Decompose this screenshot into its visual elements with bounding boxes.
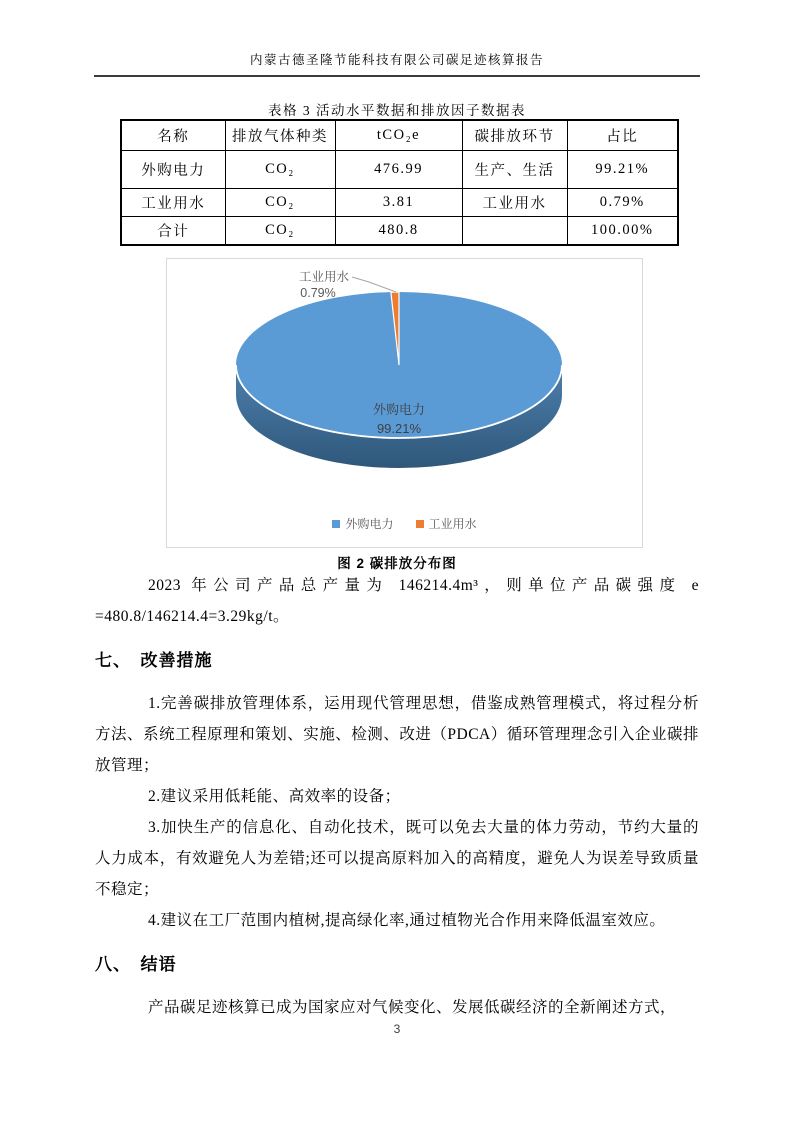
cell-gas: CO₂ xyxy=(225,150,335,188)
col-header-tco2e: tCO₂e xyxy=(335,120,462,150)
body-text xyxy=(95,570,699,1023)
cell-gas: CO₂ xyxy=(225,216,335,245)
cell-stage: 生产、生活 xyxy=(462,150,567,188)
pie-chart-frame xyxy=(166,258,643,548)
improvement-item-3: 3.加快生产的信息化、自动化技术，既可以免去大量的体力劳动，节约大量的人力成本，有效避免人为差错;还可以提高原料加入的高精度，避免人为误差导致质量不稳定； xyxy=(95,819,699,898)
cell-stage xyxy=(462,216,567,245)
inside-label-value: 99.21% xyxy=(376,421,422,436)
cell-name: 外购电力 xyxy=(121,150,225,188)
improvement-item-4: 4.建议在工厂范围内植树,提高绿化率,通过植物光合作用来降低温室效应。 xyxy=(148,912,666,929)
cell-tco2e: 480.8 xyxy=(335,216,462,245)
cell-name: 工业用水 xyxy=(121,188,225,216)
cell-tco2e: 3.81 xyxy=(335,188,462,216)
table-title: 表格 3 活动水平数据和排放因子数据表 xyxy=(268,103,526,118)
cell-name: 合计 xyxy=(121,216,225,245)
cell-share: 0.79% xyxy=(567,188,678,216)
figure-caption: 图 2 碳排放分布图 xyxy=(337,556,457,571)
improvement-item-2: 2.建议采用低耗能、高效率的设备； xyxy=(148,788,401,805)
col-header-share: 占比 xyxy=(567,120,678,150)
cell-stage: 工业用水 xyxy=(462,188,567,216)
legend-label-electricity: 外购电力 xyxy=(345,517,394,531)
legend-swatch-electricity-icon xyxy=(332,520,340,528)
legend-item-water xyxy=(416,515,477,532)
legend-label-water: 工业用水 xyxy=(428,517,477,531)
paragraph-production-total: 2023 年公司产品总产量为 146214.4m³，则单位产品碳强度 e =480.8/146214.4=3.29kg/t。 xyxy=(95,577,699,625)
improvement-item-1: 1.完善碳排放管理体系，运用现代管理思想，借鉴成熟管理模式，将过程分析方法、系统工程原理和策划、实施、检测、改进（PDCA）循环管理理念引入企业碳排放管理； xyxy=(95,695,699,774)
pie-chart-canvas xyxy=(167,259,641,546)
section-heading-conclusion: 八、 结语 xyxy=(95,955,177,974)
col-header-name: 名称 xyxy=(121,120,225,150)
label-leader-line xyxy=(352,277,396,292)
table-row xyxy=(121,188,678,216)
cell-tco2e: 476.99 xyxy=(335,150,462,188)
cell-share: 100.00% xyxy=(567,216,678,245)
col-header-gas-type: 排放气体种类 xyxy=(225,120,335,150)
page-number: 3 xyxy=(393,1022,401,1036)
page-header-title: 内蒙古德圣隆节能科技有限公司碳足迹核算报告 xyxy=(94,50,700,77)
col-header-stage: 碳排放环节 xyxy=(462,120,567,150)
section-heading-improvement: 七、 改善措施 xyxy=(95,651,213,670)
table-row xyxy=(121,150,678,188)
legend-swatch-water-icon xyxy=(416,520,424,528)
legend-item-electricity xyxy=(332,515,393,532)
outside-label-name: 工业用水 xyxy=(298,270,350,284)
conclusion-paragraph: 产品碳足迹核算已成为国家应对气候变化、发展低碳经济的全新阐述方式， xyxy=(148,999,677,1016)
cell-share: 99.21% xyxy=(567,150,678,188)
table-row xyxy=(121,216,678,245)
emission-data-table xyxy=(120,119,679,246)
inside-label-name: 外购电力 xyxy=(372,402,426,417)
chart-legend xyxy=(167,515,642,532)
outside-label-value: 0.79% xyxy=(300,286,336,300)
cell-gas: CO₂ xyxy=(225,188,335,216)
table-header-row xyxy=(121,120,678,150)
